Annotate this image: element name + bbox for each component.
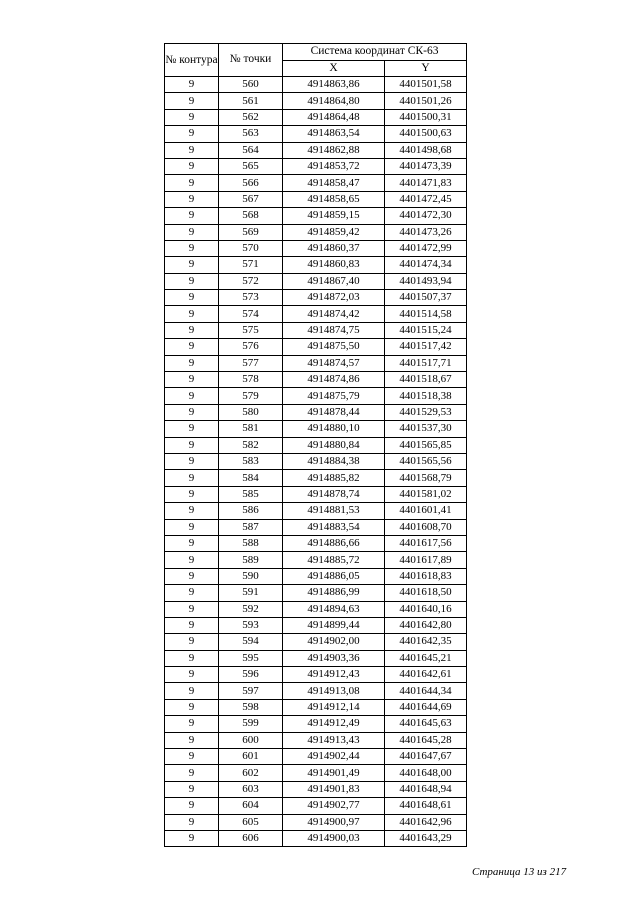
- cell-point: 591: [219, 585, 283, 601]
- cell-x: 4914875,79: [283, 388, 385, 404]
- cell-y: 4401500,63: [385, 126, 467, 142]
- cell-point: 598: [219, 699, 283, 715]
- cell-y: 4401473,39: [385, 158, 467, 174]
- cell-point: 584: [219, 470, 283, 486]
- cell-x: 4914912,43: [283, 667, 385, 683]
- cell-contour: 9: [165, 585, 219, 601]
- cell-y: 4401498,68: [385, 142, 467, 158]
- cell-x: 4914913,08: [283, 683, 385, 699]
- cell-y: 4401518,67: [385, 372, 467, 388]
- table-row: [165, 322, 467, 338]
- table-body: [165, 77, 467, 847]
- table-row: [165, 814, 467, 830]
- cell-y: 4401618,50: [385, 585, 467, 601]
- cell-y: 4401565,85: [385, 437, 467, 453]
- cell-point: 605: [219, 814, 283, 830]
- cell-y: 4401645,28: [385, 732, 467, 748]
- cell-point: 573: [219, 290, 283, 306]
- cell-point: 571: [219, 257, 283, 273]
- cell-point: 580: [219, 404, 283, 420]
- cell-point: 567: [219, 191, 283, 207]
- header-coordinate-system: Система координат СК-63: [283, 44, 467, 61]
- table-row: [165, 257, 467, 273]
- cell-contour: 9: [165, 77, 219, 93]
- cell-y: 4401501,26: [385, 93, 467, 109]
- cell-x: 4914858,65: [283, 191, 385, 207]
- cell-point: 586: [219, 503, 283, 519]
- cell-x: 4914885,72: [283, 552, 385, 568]
- cell-point: 565: [219, 158, 283, 174]
- cell-contour: 9: [165, 93, 219, 109]
- cell-contour: 9: [165, 830, 219, 846]
- cell-contour: 9: [165, 290, 219, 306]
- cell-contour: 9: [165, 404, 219, 420]
- table-row: [165, 126, 467, 142]
- cell-contour: 9: [165, 683, 219, 699]
- cell-x: 4914872,03: [283, 290, 385, 306]
- cell-contour: 9: [165, 503, 219, 519]
- cell-contour: 9: [165, 388, 219, 404]
- cell-contour: 9: [165, 535, 219, 551]
- cell-contour: 9: [165, 470, 219, 486]
- cell-contour: 9: [165, 142, 219, 158]
- cell-point: 578: [219, 372, 283, 388]
- cell-y: 4401647,67: [385, 749, 467, 765]
- cell-y: 4401515,24: [385, 322, 467, 338]
- cell-x: 4914863,86: [283, 77, 385, 93]
- table-row: [165, 224, 467, 240]
- cell-point: 585: [219, 486, 283, 502]
- cell-point: 597: [219, 683, 283, 699]
- cell-point: 595: [219, 650, 283, 666]
- cell-contour: 9: [165, 339, 219, 355]
- table-row: [165, 240, 467, 256]
- table-row: [165, 93, 467, 109]
- cell-y: 4401644,69: [385, 699, 467, 715]
- table-row: [165, 617, 467, 633]
- cell-point: 572: [219, 273, 283, 289]
- cell-contour: 9: [165, 437, 219, 453]
- cell-contour: 9: [165, 798, 219, 814]
- cell-x: 4914874,57: [283, 355, 385, 371]
- table-row: [165, 142, 467, 158]
- cell-x: 4914860,37: [283, 240, 385, 256]
- cell-y: 4401471,83: [385, 175, 467, 191]
- table-row: [165, 830, 467, 846]
- cell-x: 4914903,36: [283, 650, 385, 666]
- cell-contour: 9: [165, 699, 219, 715]
- table-row: [165, 683, 467, 699]
- cell-contour: 9: [165, 240, 219, 256]
- table-row: [165, 650, 467, 666]
- cell-contour: 9: [165, 749, 219, 765]
- cell-point: 590: [219, 568, 283, 584]
- cell-point: 560: [219, 77, 283, 93]
- table-row: [165, 388, 467, 404]
- cell-y: 4401473,26: [385, 224, 467, 240]
- table-row: [165, 568, 467, 584]
- cell-x: 4914875,50: [283, 339, 385, 355]
- header-x: X: [283, 61, 385, 77]
- header-contour-number: № контура: [165, 44, 219, 77]
- cell-point: 606: [219, 830, 283, 846]
- cell-x: 4914863,54: [283, 126, 385, 142]
- cell-contour: 9: [165, 617, 219, 633]
- table-row: [165, 667, 467, 683]
- cell-contour: 9: [165, 552, 219, 568]
- cell-y: 4401581,02: [385, 486, 467, 502]
- cell-point: 563: [219, 126, 283, 142]
- cell-contour: 9: [165, 568, 219, 584]
- cell-y: 4401601,41: [385, 503, 467, 519]
- cell-x: 4914859,42: [283, 224, 385, 240]
- cell-contour: 9: [165, 421, 219, 437]
- cell-point: 593: [219, 617, 283, 633]
- table-row: [165, 781, 467, 797]
- header-y: Y: [385, 61, 467, 77]
- cell-point: 579: [219, 388, 283, 404]
- cell-x: 4914880,10: [283, 421, 385, 437]
- cell-contour: 9: [165, 257, 219, 273]
- cell-y: 4401537,30: [385, 421, 467, 437]
- cell-y: 4401642,96: [385, 814, 467, 830]
- cell-point: 562: [219, 109, 283, 125]
- cell-y: 4401493,94: [385, 273, 467, 289]
- cell-x: 4914900,97: [283, 814, 385, 830]
- cell-point: 576: [219, 339, 283, 355]
- cell-x: 4914860,83: [283, 257, 385, 273]
- cell-y: 4401518,38: [385, 388, 467, 404]
- table-row: [165, 339, 467, 355]
- cell-x: 4914900,03: [283, 830, 385, 846]
- cell-y: 4401644,34: [385, 683, 467, 699]
- table-row: [165, 372, 467, 388]
- cell-x: 4914899,44: [283, 617, 385, 633]
- table-row: [165, 77, 467, 93]
- table-row: [165, 585, 467, 601]
- cell-contour: 9: [165, 191, 219, 207]
- cell-contour: 9: [165, 372, 219, 388]
- cell-contour: 9: [165, 224, 219, 240]
- cell-point: 582: [219, 437, 283, 453]
- cell-x: 4914885,82: [283, 470, 385, 486]
- cell-y: 4401472,30: [385, 208, 467, 224]
- cell-contour: 9: [165, 453, 219, 469]
- table-row: [165, 453, 467, 469]
- table-row: [165, 208, 467, 224]
- cell-x: 4914886,05: [283, 568, 385, 584]
- cell-y: 4401645,21: [385, 650, 467, 666]
- cell-point: 601: [219, 749, 283, 765]
- cell-point: 588: [219, 535, 283, 551]
- table-row: [165, 421, 467, 437]
- cell-x: 4914874,42: [283, 306, 385, 322]
- table-row: [165, 273, 467, 289]
- cell-point: 600: [219, 732, 283, 748]
- cell-x: 4914912,14: [283, 699, 385, 715]
- cell-point: 566: [219, 175, 283, 191]
- cell-point: 568: [219, 208, 283, 224]
- cell-contour: 9: [165, 667, 219, 683]
- header-point-number: № точки: [219, 44, 283, 77]
- cell-y: 4401642,35: [385, 634, 467, 650]
- cell-contour: 9: [165, 716, 219, 732]
- cell-x: 4914901,49: [283, 765, 385, 781]
- cell-x: 4914881,53: [283, 503, 385, 519]
- cell-y: 4401643,29: [385, 830, 467, 846]
- cell-contour: 9: [165, 306, 219, 322]
- cell-x: 4914901,83: [283, 781, 385, 797]
- cell-x: 4914902,77: [283, 798, 385, 814]
- cell-contour: 9: [165, 781, 219, 797]
- cell-y: 4401501,58: [385, 77, 467, 93]
- cell-point: 604: [219, 798, 283, 814]
- table-row: [165, 535, 467, 551]
- cell-y: 4401472,99: [385, 240, 467, 256]
- table-row: [165, 765, 467, 781]
- cell-contour: 9: [165, 634, 219, 650]
- cell-contour: 9: [165, 273, 219, 289]
- cell-point: 569: [219, 224, 283, 240]
- table-row: [165, 109, 467, 125]
- table-row: [165, 306, 467, 322]
- cell-x: 4914853,72: [283, 158, 385, 174]
- cell-y: 4401648,61: [385, 798, 467, 814]
- cell-point: 594: [219, 634, 283, 650]
- cell-x: 4914912,49: [283, 716, 385, 732]
- cell-y: 4401500,31: [385, 109, 467, 125]
- table-row: [165, 470, 467, 486]
- cell-y: 4401648,94: [385, 781, 467, 797]
- cell-contour: 9: [165, 732, 219, 748]
- cell-x: 4914884,38: [283, 453, 385, 469]
- table-row: [165, 749, 467, 765]
- cell-point: 575: [219, 322, 283, 338]
- cell-y: 4401642,80: [385, 617, 467, 633]
- table-row: [165, 175, 467, 191]
- cell-contour: 9: [165, 486, 219, 502]
- coordinates-table: [164, 43, 467, 847]
- cell-contour: 9: [165, 109, 219, 125]
- cell-x: 4914864,48: [283, 109, 385, 125]
- table-row: [165, 798, 467, 814]
- cell-x: 4914862,88: [283, 142, 385, 158]
- table-row: [165, 437, 467, 453]
- cell-x: 4914886,99: [283, 585, 385, 601]
- cell-contour: 9: [165, 126, 219, 142]
- cell-y: 4401648,00: [385, 765, 467, 781]
- cell-y: 4401472,45: [385, 191, 467, 207]
- cell-x: 4914913,43: [283, 732, 385, 748]
- cell-y: 4401645,63: [385, 716, 467, 732]
- cell-y: 4401568,79: [385, 470, 467, 486]
- table-row: [165, 519, 467, 535]
- cell-point: 581: [219, 421, 283, 437]
- cell-point: 602: [219, 765, 283, 781]
- cell-point: 589: [219, 552, 283, 568]
- cell-point: 603: [219, 781, 283, 797]
- cell-contour: 9: [165, 175, 219, 191]
- cell-x: 4914880,84: [283, 437, 385, 453]
- cell-x: 4914859,15: [283, 208, 385, 224]
- cell-x: 4914864,80: [283, 93, 385, 109]
- cell-contour: 9: [165, 158, 219, 174]
- table-row: [165, 355, 467, 371]
- table-row: [165, 290, 467, 306]
- cell-x: 4914886,66: [283, 535, 385, 551]
- cell-y: 4401640,16: [385, 601, 467, 617]
- cell-contour: 9: [165, 355, 219, 371]
- cell-contour: 9: [165, 765, 219, 781]
- table-row: [165, 552, 467, 568]
- cell-contour: 9: [165, 322, 219, 338]
- cell-x: 4914902,44: [283, 749, 385, 765]
- table-row: [165, 503, 467, 519]
- table-row: [165, 699, 467, 715]
- cell-x: 4914867,40: [283, 273, 385, 289]
- cell-point: 574: [219, 306, 283, 322]
- cell-y: 4401617,89: [385, 552, 467, 568]
- cell-point: 592: [219, 601, 283, 617]
- cell-y: 4401514,58: [385, 306, 467, 322]
- cell-point: 596: [219, 667, 283, 683]
- table-row: [165, 486, 467, 502]
- cell-y: 4401507,37: [385, 290, 467, 306]
- cell-point: 577: [219, 355, 283, 371]
- cell-y: 4401517,42: [385, 339, 467, 355]
- cell-x: 4914878,44: [283, 404, 385, 420]
- cell-point: 583: [219, 453, 283, 469]
- cell-y: 4401474,34: [385, 257, 467, 273]
- table-row: [165, 404, 467, 420]
- table-header: [165, 44, 467, 77]
- cell-x: 4914883,54: [283, 519, 385, 535]
- table-row: [165, 158, 467, 174]
- cell-x: 4914874,86: [283, 372, 385, 388]
- cell-contour: 9: [165, 814, 219, 830]
- table-row: [165, 601, 467, 617]
- cell-point: 570: [219, 240, 283, 256]
- cell-point: 564: [219, 142, 283, 158]
- cell-point: 561: [219, 93, 283, 109]
- cell-x: 4914902,00: [283, 634, 385, 650]
- cell-y: 4401608,70: [385, 519, 467, 535]
- cell-x: 4914858,47: [283, 175, 385, 191]
- cell-y: 4401565,56: [385, 453, 467, 469]
- cell-point: 587: [219, 519, 283, 535]
- table-row: [165, 634, 467, 650]
- cell-point: 599: [219, 716, 283, 732]
- table-row: [165, 732, 467, 748]
- cell-contour: 9: [165, 208, 219, 224]
- cell-y: 4401617,56: [385, 535, 467, 551]
- cell-contour: 9: [165, 650, 219, 666]
- table-row: [165, 191, 467, 207]
- cell-y: 4401529,53: [385, 404, 467, 420]
- cell-y: 4401618,83: [385, 568, 467, 584]
- cell-y: 4401517,71: [385, 355, 467, 371]
- cell-x: 4914894,63: [283, 601, 385, 617]
- table-row: [165, 716, 467, 732]
- cell-contour: 9: [165, 601, 219, 617]
- cell-y: 4401642,61: [385, 667, 467, 683]
- cell-x: 4914878,74: [283, 486, 385, 502]
- cell-x: 4914874,75: [283, 322, 385, 338]
- page-number-footer: Страница 13 из 217: [472, 866, 567, 878]
- cell-contour: 9: [165, 519, 219, 535]
